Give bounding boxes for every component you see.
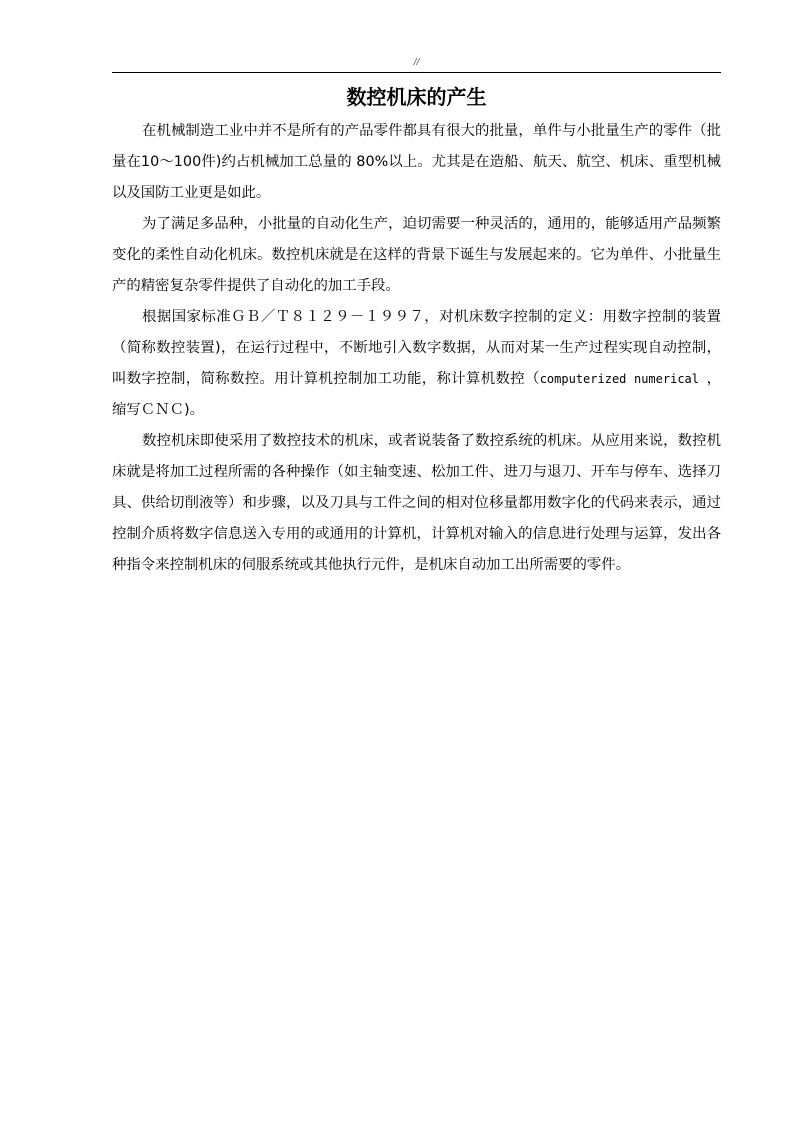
paragraph-4 (112, 426, 721, 581)
paragraph-2-text: 为了满足多品种，小批量的自动化生产，迫切需要一种灵活的，通用的，能够适用产品频繁变化的柔性自动化机床。数控机床就是在这样的背景下诞生与发展起来的。它为单件、小批量生产的精密复杂零件提供了自动化的加工手段。 (112, 216, 721, 294)
paragraph-4-text: 数控机床即使采用了数控技术的机床，或者说装备了数控系统的机床。从应用来说，数控机床就是将加工过程所需的各种操作（如主轴变速、松加工件、进刀与退刀、开车与停车、选择刀具、供给切削液等）和步骤，以及刀具与工件之间的相对位移量都用数字化的代码来表示，通过控制介质将数字信息送入专用的或通用的计算机，计算机对输入的信息进行处理与运算，发出各种指令来控制机床的伺服系统或其他执行元件，是机床自动加工出所需要的零件。 (112, 433, 721, 573)
document-body (112, 116, 721, 581)
header-mark: // (413, 57, 420, 68)
document-title: 数控机床的产生 (346, 85, 487, 109)
paragraph-1-text: 在机械制造工业中并不是所有的产品零件都具有很大的批量，单件与小批量生产的零件（批量在10～100件)约占机械加工总量的 80%以上。尤其是在造船、航天、航空、机床、重型机械以及国防工业更是如此。 (112, 123, 721, 201)
paragraph-3-english-term: computerized numerical (539, 372, 707, 386)
paragraph-1 (112, 116, 721, 209)
paragraph-3-text-end: ，缩写ＣＮＣ)。 (112, 371, 721, 418)
page-header (112, 56, 721, 73)
paragraph-3-text: 根据国家标准ＧＢ／Ｔ８１２９－１９９７，对机床数字控制的定义：用数字控制的装置（简称数控装置)，在运行过程中，不断地引入数字数据，从而对某一生产过程实现自动控制，叫数字控制，简称数控。用计算机控制加工功能，称计算机数控（ (112, 309, 721, 387)
paragraph-3 (112, 302, 721, 426)
paragraph-2 (112, 209, 721, 302)
